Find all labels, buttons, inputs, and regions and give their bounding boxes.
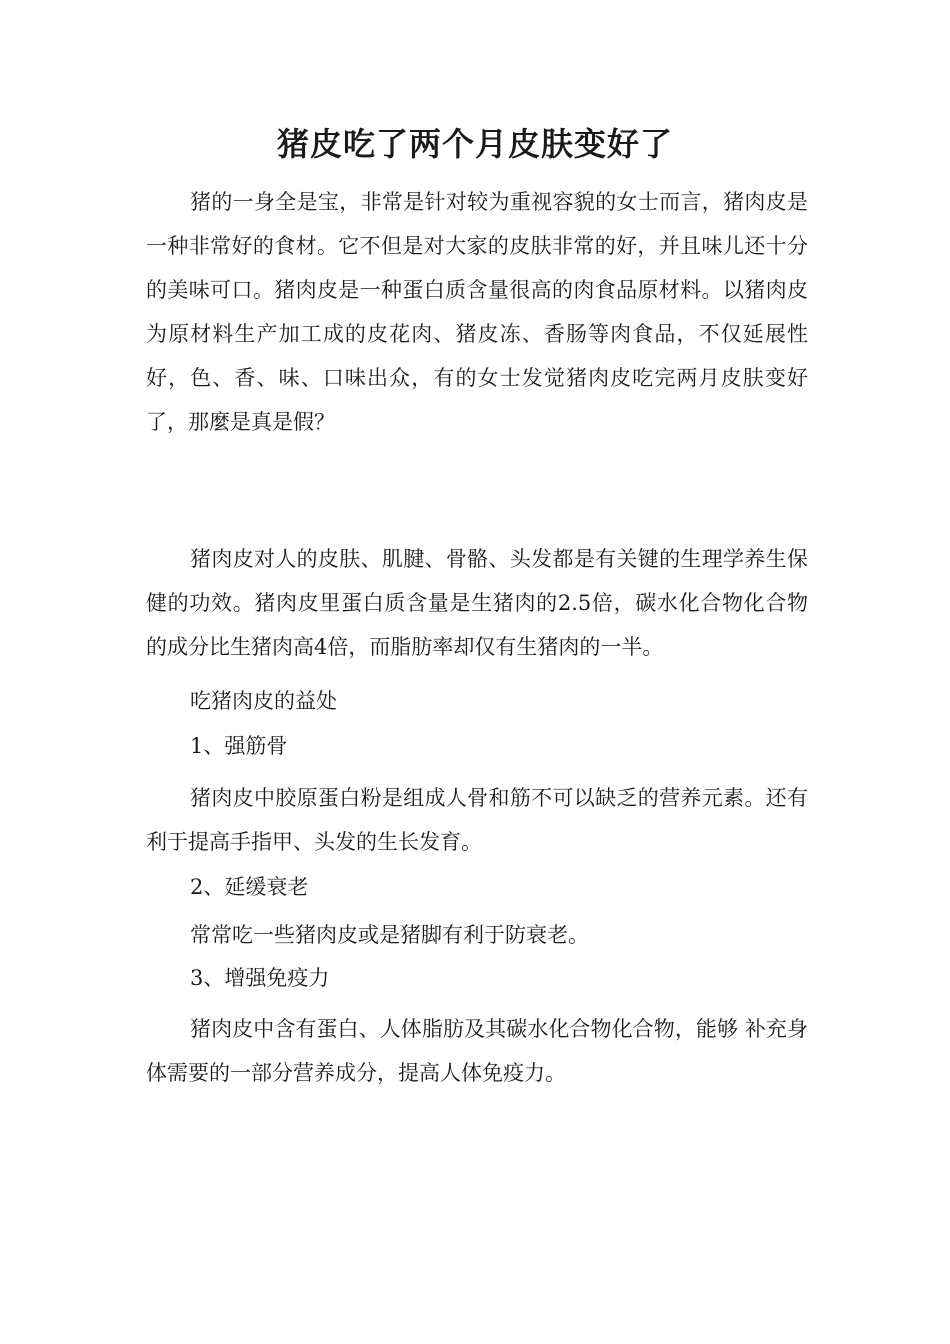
benefit-2-text: 常常吃一些猪肉皮或是猪脚有利于防衰老。 [190,923,589,947]
benefit-1-heading: 1、强筋骨 [190,734,288,758]
benefit-2-heading: 2、延缓衰老 [190,875,309,899]
benefits-heading: 吃猪肉皮的益处 [190,689,337,713]
document-title: 猪皮吃了两个月皮肤变好了 [276,125,673,163]
intro-paragraph: 猪的一身全是宝，非常是针对较为重视容貌的女士而言，猪肉皮是一种非常好的食材。它不但是对大家的皮肤非常的好，并且味儿还十分的美味可口。猪肉皮是一种蛋白质含量很高的肉食品原材料。以猪肉皮为原材料生产加工成的皮花肉、猪皮冻、香肠等肉食品，不仅延展性好，色、香、味、口味出众，有的女士发觉猪肉皮吃完两月皮肤变好了，那麼是真是假？ [146,190,808,434]
benefit-1-text: 猪肉皮中胶原蛋白粉是组成人骨和筋不可以缺乏的营养元素。还有利于提高手指甲、头发的生长发育。 [146,786,808,854]
benefit-3-heading: 3、增强免疫力 [190,966,330,990]
benefit-3-text: 猪肉皮中含有蛋白、人体脂肪及其碳水化合物化合物，能够 补充身体需要的一部分营养成分，提高人体免疫力。 [146,1017,808,1085]
skin-benefits-paragraph: 猪肉皮对人的皮肤、肌腱、骨骼、头发都是有关键的生理学养生保健的功效。猪肉皮里蛋白质含量是生猪肉的2.5倍，碳水化合物化合物的成分比生猪肉高4倍，而脂肪率却仅有生猪肉的一半。 [146,547,808,659]
